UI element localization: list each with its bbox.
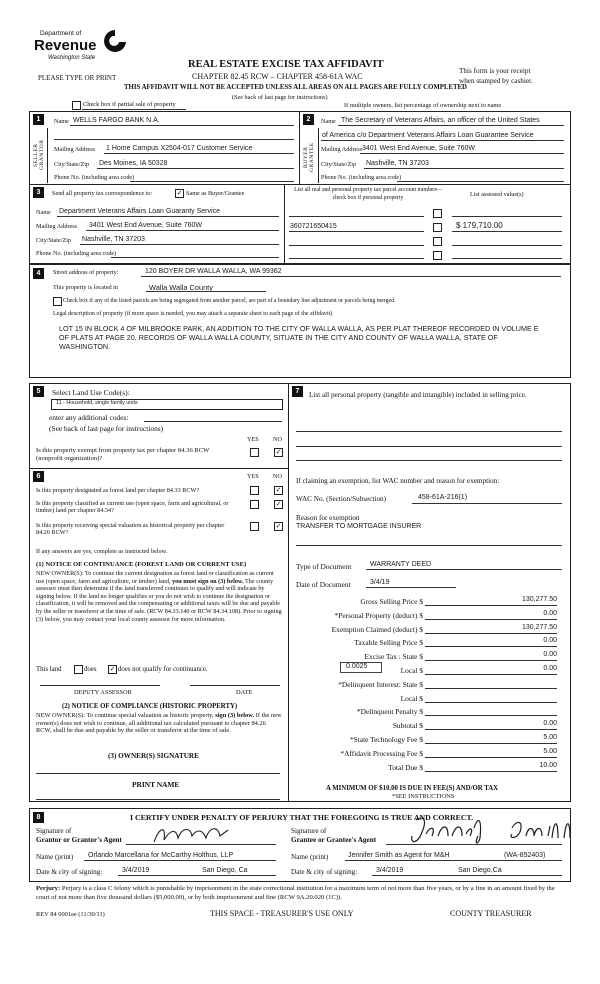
correspondence-mailing-label: Mailing Address	[36, 223, 78, 230]
buyer-city[interactable]: Nashville, TN 37203	[366, 160, 429, 167]
correspondence-name-label: Name	[36, 209, 51, 216]
buyer-name-line1[interactable]: The Secretary of Veterans Affairs, an officer of the United States	[341, 117, 540, 124]
notice-compliance-title: (2) NOTICE OF COMPLIANCE (HISTORIC PROPERTY)	[62, 703, 238, 710]
does-checkbox[interactable]	[74, 665, 83, 674]
street-label: Street address of property:	[53, 269, 119, 276]
street-address[interactable]: 120 BOYER DR WALLA WALLA, WA 99362	[145, 268, 282, 275]
buyer-city-label: City/State/Zip	[321, 161, 357, 168]
grantee-date-label: Date & city of signing:	[291, 868, 358, 876]
grantor-date-label: Date & city of signing:	[36, 868, 103, 876]
seller-city[interactable]: Des Moines, IA 50328	[99, 160, 168, 167]
additional-codes-label: enter any additional codes:	[49, 413, 129, 422]
grantee-sig-label-b: Grantee or Grantee's Agent	[291, 836, 377, 844]
revenue-logo	[34, 28, 134, 68]
current-use-question: Is this property classified as current use (open space, farm and agricultural, or timber) land per chapter 84.34?	[36, 500, 229, 515]
correspondence-mailing[interactable]: 3401 West End Avenue, Suite 760W	[89, 222, 202, 229]
doc-date[interactable]: 3/4/19	[370, 579, 390, 586]
receipt-note1: This form is your receipt	[459, 67, 531, 75]
if-yes-note: If any answers are yes, complete as instructed below.	[36, 548, 168, 555]
buyer-grantee-label: BUYER GRANTEE	[303, 142, 315, 172]
county-treasurer: COUNTY TREASURER	[450, 909, 532, 918]
logo-line2: Revenue	[34, 37, 97, 54]
notice-continuance-body: NEW OWNER(S): To continue the current designation as forest land or classification as current use (open space, farm and agriculture, or timber) land, you must sign on (3) below. The county assessor must then determine if the land transferred continues to qualify and will indicate by signing below. If the land no longer qualifies or you do not wish to continue the designation or classification, it will be removed and the compensating or additional taxes will be due and payable by the seller or transferor at the time of sale. (RCW 84.33.140 or RCW 84.34.108). Prior to signing (3) below, you may contact your local county assessor for more information.	[36, 570, 282, 623]
seller-grantor-label: SELLER GRANTOR	[33, 139, 45, 171]
does-not-checkbox[interactable]: ✓	[109, 665, 116, 673]
land-use-code: 11 - Household, single family units	[56, 400, 138, 406]
certify-statement: I CERTIFY UNDER PENALTY OF PERJURY THAT THE FOREGOING IS TRUE AND CORRECT.	[130, 813, 474, 822]
tax-line-value[interactable]	[425, 706, 557, 716]
exemption-reason[interactable]: TRANSFER TO MORTGAGE INSURER	[296, 523, 422, 530]
assessed-value[interactable]: $ 179,710.00	[456, 221, 503, 230]
segregated-label: Check box if any of the listed parcels are being segregated from another parcel, are part of a boundary line adjustment or parcels being merged.	[63, 298, 396, 304]
historic-question: Is this property receiving special valuation as historical property per chapter 84.26 RCW?	[36, 522, 225, 537]
owner-signature-label: (3) OWNER(S) SIGNATURE	[108, 752, 199, 760]
tax-line-value[interactable]	[425, 693, 557, 703]
section-1-number: 1	[33, 114, 44, 125]
exempt-yes-checkbox[interactable]	[250, 448, 259, 457]
section-5-number: 5	[33, 386, 44, 397]
tax-line-label: Excise Tax : State $	[364, 652, 423, 662]
grantee-city[interactable]: San Diego,Ca	[458, 867, 502, 874]
assessed-header: List assessed value(s)	[470, 191, 524, 198]
logo-line1: Department of	[40, 30, 82, 37]
grantor-city[interactable]: San Diego, Ca	[202, 867, 248, 874]
correspondence-name[interactable]: Department Veterans Affairs Loan Guaranty Service	[59, 208, 220, 215]
historic-no-checkbox[interactable]: ✓	[275, 522, 282, 530]
yes-header-5: YES	[247, 436, 259, 443]
yes-header-6: YES	[247, 473, 259, 480]
reason-label: Reason for exemption	[296, 514, 360, 522]
tax-line-value[interactable]: 0.00	[425, 637, 557, 647]
grantee-id[interactable]: (WA-852403)	[504, 852, 546, 859]
logo-line3: Washington State	[48, 55, 96, 61]
grantor-signature	[150, 822, 240, 846]
tax-line-value[interactable]: 10.00	[425, 762, 557, 772]
partial-sale-label: Check box if partial sale of property	[83, 101, 176, 108]
multiple-owners: If multiple owners, list percentage of ownership next to name	[344, 102, 502, 109]
no-header-5: NO	[273, 436, 282, 443]
minimum-due: A MINIMUM OF $10.00 IS DUE IN FEE(S) AND/OR TAX	[326, 785, 499, 792]
grantee-date[interactable]: 3/4/2019	[376, 867, 404, 874]
segregated-checkbox[interactable]	[53, 297, 62, 306]
section-3-number: 3	[33, 187, 44, 198]
section-4-box	[29, 264, 571, 378]
chapter: CHAPTER 82.45 RCW – CHAPTER 458-61A WAC	[192, 72, 363, 81]
no-header-6: NO	[273, 473, 282, 480]
tax-line-value[interactable]	[425, 679, 557, 689]
doc-type[interactable]: WARRANTY DEED	[370, 561, 432, 568]
parcel-list-header: List all real and personal property tax parcel account numbers – check box if personal property	[294, 187, 442, 201]
wac-label: WAC No. (Section/Subsection)	[296, 495, 387, 503]
logo-mark-icon	[102, 28, 128, 56]
tax-line-label: Taxable Selling Price $	[354, 638, 423, 648]
personal-property-label: List all personal property (tangible and intangible) included in selling price.	[309, 391, 527, 399]
section-2-number: 2	[303, 114, 314, 125]
tax-line-value[interactable]: 5.00	[425, 734, 557, 744]
seller-name[interactable]: WELLS FARGO BANK N.A.	[73, 117, 160, 124]
correspondence-city[interactable]: Nashville, TN 37203	[82, 236, 145, 243]
legal-label: Legal description of property (if more space is needed, you may attach a separate sheet to each page of the affidavit)	[53, 311, 333, 317]
tax-line-label: *Personal Property (deduct) $	[334, 610, 423, 620]
buyer-mailing[interactable]: 3401 West End Avenue, Suite 760W	[362, 145, 475, 152]
parcel-number[interactable]: 360721650415	[290, 223, 337, 230]
treasurer-space: THIS SPACE - TREASURER'S USE ONLY	[210, 909, 354, 918]
send-correspondence-label: Send all property tax correspondence to:	[52, 190, 153, 197]
tax-line-label: Local $	[400, 666, 423, 675]
grantor-name[interactable]: Orlando Marcellana for McCarthy Holthus, LLP	[88, 852, 234, 859]
section-6-number: 6	[33, 471, 44, 482]
section-4-number: 4	[33, 268, 44, 279]
parcel-3-checkbox[interactable]	[433, 237, 442, 246]
form-number: REV 84 0001ae (11/30/11)	[36, 911, 105, 918]
section-7-number: 7	[292, 386, 303, 397]
this-land-label: This land	[36, 666, 62, 673]
does-not-label: does not qualify for continuance.	[118, 666, 208, 673]
grantor-date[interactable]: 3/4/2019	[122, 867, 150, 874]
tax-line-label: Gross Selling Price $	[360, 597, 423, 606]
notice-compliance-body: NEW OWNER(S): To continue special valuation as historic property, sign (3) below. If the new owner(s) does not wish to continue, all additional tax calculated pursuant to chapter 84.26 RCW, shall be due and payable by the seller or transferor at the time of sale.	[36, 712, 282, 735]
tax-line-label: Local $	[400, 693, 423, 703]
tax-line-value[interactable]: 130,277.50	[425, 596, 557, 606]
parcel-2-checkbox[interactable]	[433, 223, 442, 232]
parcel-4-checkbox[interactable]	[433, 251, 442, 260]
forest-no-checkbox[interactable]: ✓	[275, 486, 282, 494]
claiming-exemption: If claiming an exemption, list WAC number and reason for exemption:	[296, 477, 500, 485]
receipt-note2: when stamped by cashier.	[459, 77, 533, 85]
grantee-name[interactable]: Jennifer Smith as Agent for M&H	[348, 852, 450, 859]
tax-line-label: *Delinquent Penalty $	[356, 707, 423, 717]
tax-line-label: *State Technology Fee $	[349, 735, 423, 744]
doc-type-label: Type of Document	[296, 562, 352, 571]
correspondence-city-label: City/State/Zip	[36, 237, 72, 244]
print-name-label: PRINT NAME	[132, 780, 180, 789]
current-use-yes-checkbox[interactable]	[250, 500, 259, 509]
buyer-name-line2[interactable]: of America c/o Department Veterans Affairs Loan Guarantee Service	[322, 132, 534, 139]
land-use-label: Select Land Use Code(s):	[52, 388, 130, 397]
grantee-sig-label-a: Signature of	[291, 827, 327, 835]
tax-line-label: Total Due $	[388, 762, 423, 772]
grantor-sig-label-a: Signature of	[36, 827, 72, 835]
tax-line-value[interactable]: 0.00	[425, 720, 557, 730]
seller-city-label: City/State/Zip	[54, 161, 90, 168]
seller-mailing[interactable]: 1 Home Campus X2504-017 Customer Service	[106, 145, 253, 152]
notice-continuance-title: (1) NOTICE OF CONTINUANCE (FOREST LAND OR CURRENT USE)	[36, 561, 247, 568]
correspondence-phone-label: Phone No. (including area code)	[36, 250, 117, 257]
seller-mailing-label: Mailing Address	[54, 146, 96, 153]
wac-number[interactable]: 458-61A-216(1)	[418, 494, 468, 501]
grantee-name-label: Name (print)	[291, 853, 329, 861]
doc-date-label: Date of Document	[296, 580, 351, 589]
located-county[interactable]: Walla Walla County	[149, 283, 213, 292]
same-as-buyer-checkbox[interactable]: ✓	[176, 189, 183, 197]
buyer-mailing-label: Mailing Address	[321, 146, 363, 153]
legal-description[interactable]: LOT 15 IN BLOCK 4 OF MILBROOKE PARK, AN ADDITION TO THE CITY OF WALLA WALLA, AS PER PLAT THEREOF RECORDED IN VOLUME E OF PLATS AT PAGE 20, RECORDS OF WALLA WALLA COUNTY, SITUATE IN THE CITY AND COUNTY OF WALLA WALLA, STATE OF WASHINGTON.	[59, 324, 539, 351]
tax-line-label: Exemption Claimed (deduct) $	[331, 624, 423, 634]
local-rate: 0.0025	[346, 663, 368, 670]
tax-line-value[interactable]: 0.00	[425, 610, 557, 620]
please-type: PLEASE TYPE OR PRINT	[38, 74, 117, 82]
grantee-signature	[408, 814, 578, 848]
located-label: This property is located in	[53, 284, 118, 291]
exempt-no-checkbox[interactable]: ✓	[275, 448, 282, 456]
forest-yes-checkbox[interactable]	[250, 486, 259, 495]
deputy-assessor-label: DEPUTY ASSESSOR	[74, 689, 132, 696]
grantor-sig-label-b: Grantor or Grantor's Agent	[36, 836, 122, 844]
exempt-question: Is this property exempt from property tax per chapter 84.36 RCW (nonprofit organization)?	[36, 447, 210, 462]
tax-line-label: Subtotal $	[392, 721, 423, 731]
tax-line-value[interactable]: 130,277.50	[425, 624, 557, 634]
buyer-name-label: Name	[321, 118, 336, 125]
does-label: does	[84, 666, 97, 673]
tax-line-value[interactable]: 0.00	[425, 665, 557, 675]
see-instructions: *SEE INSTRUCTIONS	[392, 793, 455, 800]
see-back: (See back of last page for instructions)	[232, 94, 328, 101]
tax-line-label: *Affidavit Processing Fee $	[340, 748, 423, 758]
land-use-see-back: (See back of last page for instructions)	[49, 424, 164, 433]
grantor-name-label: Name (print)	[36, 853, 74, 861]
seller-name-label: Name	[54, 118, 69, 125]
forest-question: Is this property designated as forest land per chapter 84.33 RCW?	[36, 487, 200, 494]
perjury-notice: Perjury: Perjury is a class C felony which is punishable by imprisonment in the state correctional institution for a maximum term of not more than five years, or by a fine in an amount fixed by the court of not more than five thousand dollars ($5,000.00), or by both imprisonment and fine (RCW 9A.20.020 (1C)).	[36, 885, 555, 901]
warning: THIS AFFIDAVIT WILL NOT BE ACCEPTED UNLESS ALL AREAS ON ALL PAGES ARE FULLY COMPLETED	[124, 84, 467, 91]
partial-sale-checkbox[interactable]	[72, 101, 81, 110]
tax-line-value[interactable]: 0.00	[425, 651, 557, 661]
tax-line-value[interactable]: 5.00	[425, 748, 557, 758]
section-8-number: 8	[33, 812, 44, 823]
seller-phone-label: Phone No. (including area code)	[54, 174, 135, 181]
tax-line-label: *Delinquent Interest: State $	[338, 679, 423, 689]
form-title: REAL ESTATE EXCISE TAX AFFIDAVIT	[188, 59, 384, 70]
date-label-6: DATE	[236, 689, 253, 696]
current-use-no-checkbox[interactable]: ✓	[275, 500, 282, 508]
buyer-phone-label: Phone No. (including area code)	[321, 174, 402, 181]
historic-yes-checkbox[interactable]	[250, 522, 259, 531]
same-as-buyer-label: Same as Buyer/Grantee	[186, 190, 245, 197]
parcel-1-checkbox[interactable]	[433, 209, 442, 218]
